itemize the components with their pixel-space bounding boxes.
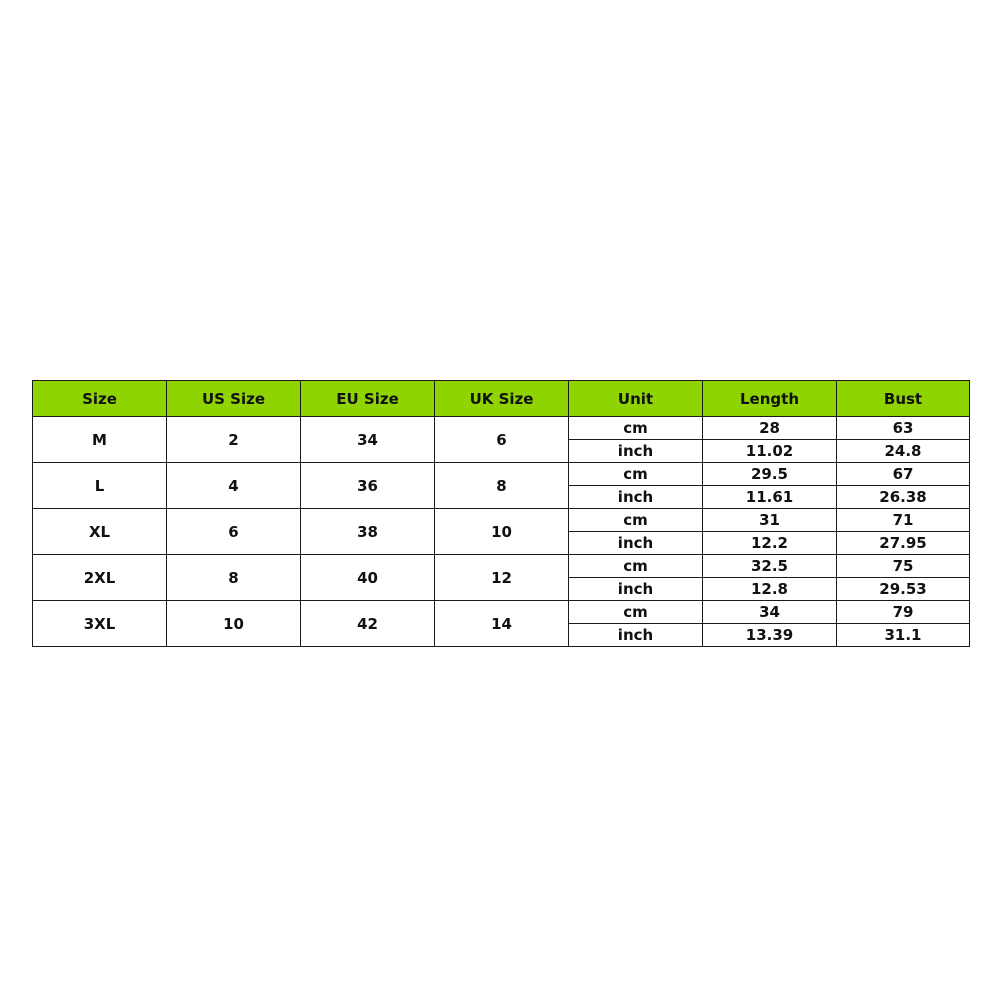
eu-size-cell: 40 xyxy=(301,555,435,601)
bust-cell: 31.1 xyxy=(837,624,970,647)
bust-cell: 29.53 xyxy=(837,578,970,601)
length-cell: 12.2 xyxy=(703,532,837,555)
table-row xyxy=(33,601,970,624)
eu-size-cell: 42 xyxy=(301,601,435,647)
length-cell: 29.5 xyxy=(703,463,837,486)
unit-cell: cm xyxy=(569,601,703,624)
table-row xyxy=(33,509,970,532)
length-cell: 11.02 xyxy=(703,440,837,463)
length-cell: 32.5 xyxy=(703,555,837,578)
unit-cell: cm xyxy=(569,463,703,486)
unit-cell: cm xyxy=(569,555,703,578)
bust-cell: 26.38 xyxy=(837,486,970,509)
length-cell: 28 xyxy=(703,417,837,440)
uk-size-cell: 12 xyxy=(435,555,569,601)
bust-cell: 75 xyxy=(837,555,970,578)
size-cell: L xyxy=(33,463,167,509)
unit-cell: inch xyxy=(569,486,703,509)
size-cell: 3XL xyxy=(33,601,167,647)
header-length: Length xyxy=(703,381,837,417)
uk-size-cell: 14 xyxy=(435,601,569,647)
unit-cell: inch xyxy=(569,578,703,601)
bust-cell: 67 xyxy=(837,463,970,486)
bust-cell: 24.8 xyxy=(837,440,970,463)
bust-cell: 79 xyxy=(837,601,970,624)
us-size-cell: 2 xyxy=(167,417,301,463)
eu-size-cell: 34 xyxy=(301,417,435,463)
unit-cell: cm xyxy=(569,417,703,440)
eu-size-cell: 36 xyxy=(301,463,435,509)
length-cell: 13.39 xyxy=(703,624,837,647)
unit-cell: inch xyxy=(569,624,703,647)
length-cell: 11.61 xyxy=(703,486,837,509)
table-row xyxy=(33,555,970,578)
us-size-cell: 4 xyxy=(167,463,301,509)
unit-cell: inch xyxy=(569,532,703,555)
us-size-cell: 6 xyxy=(167,509,301,555)
unit-cell: cm xyxy=(569,509,703,532)
table-row xyxy=(33,417,970,440)
header-eu-size: EU Size xyxy=(301,381,435,417)
size-cell: XL xyxy=(33,509,167,555)
length-cell: 34 xyxy=(703,601,837,624)
bust-cell: 71 xyxy=(837,509,970,532)
size-cell: M xyxy=(33,417,167,463)
header-uk-size: UK Size xyxy=(435,381,569,417)
length-cell: 12.8 xyxy=(703,578,837,601)
us-size-cell: 10 xyxy=(167,601,301,647)
uk-size-cell: 10 xyxy=(435,509,569,555)
uk-size-cell: 6 xyxy=(435,417,569,463)
length-cell: 31 xyxy=(703,509,837,532)
unit-cell: inch xyxy=(569,440,703,463)
uk-size-cell: 8 xyxy=(435,463,569,509)
header-row xyxy=(33,381,970,417)
header-bust: Bust xyxy=(837,381,970,417)
table-row xyxy=(33,463,970,486)
size-cell: 2XL xyxy=(33,555,167,601)
us-size-cell: 8 xyxy=(167,555,301,601)
header-size: Size xyxy=(33,381,167,417)
header-us-size: US Size xyxy=(167,381,301,417)
header-unit: Unit xyxy=(569,381,703,417)
bust-cell: 63 xyxy=(837,417,970,440)
eu-size-cell: 38 xyxy=(301,509,435,555)
size-chart-table xyxy=(32,380,970,647)
bust-cell: 27.95 xyxy=(837,532,970,555)
